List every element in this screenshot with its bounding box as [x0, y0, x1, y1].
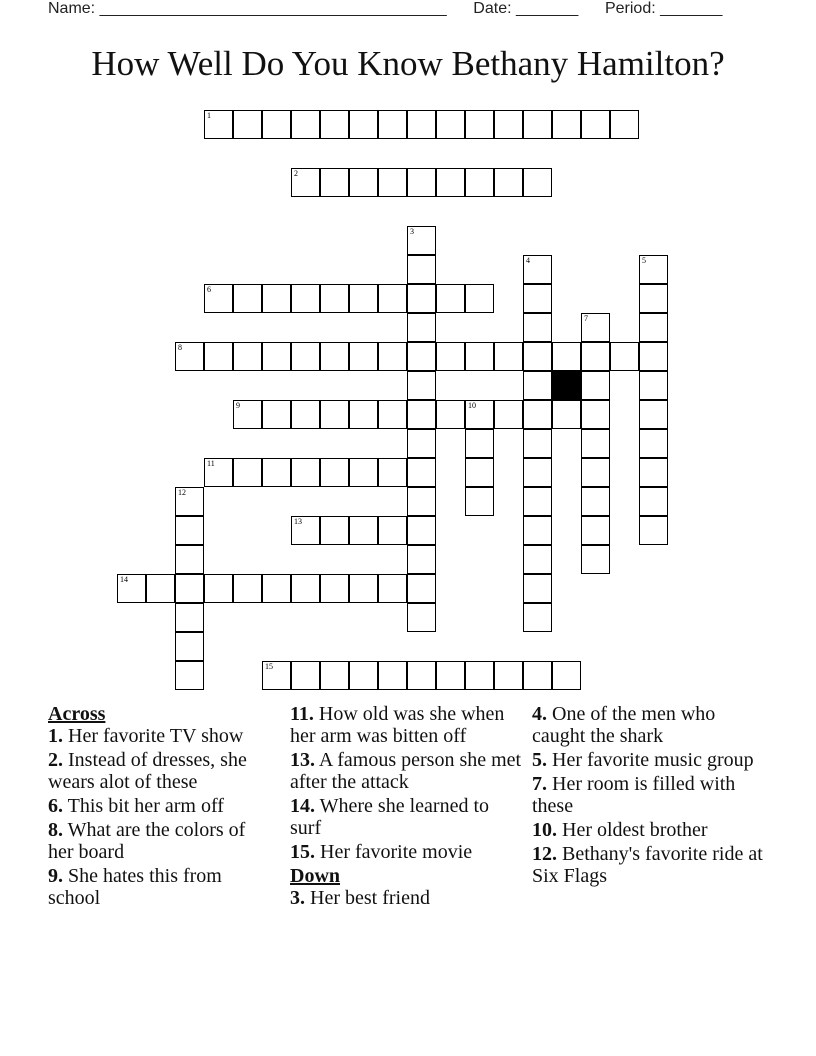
crossword-cell[interactable]	[465, 661, 494, 690]
crossword-cell[interactable]	[262, 458, 291, 487]
crossword-cell[interactable]	[610, 342, 639, 371]
crossword-cell[interactable]	[494, 110, 523, 139]
crossword-cell[interactable]	[407, 545, 436, 574]
crossword-cell[interactable]	[639, 400, 668, 429]
crossword-cell[interactable]	[204, 284, 233, 313]
crossword-cell[interactable]	[523, 603, 552, 632]
crossword-cell[interactable]	[523, 284, 552, 313]
crossword-cell[interactable]	[639, 284, 668, 313]
clue-number: 12	[178, 488, 186, 497]
crossword-cell[interactable]	[552, 400, 581, 429]
crossword-cell[interactable]	[291, 110, 320, 139]
crossword-cell[interactable]	[146, 574, 175, 603]
crossword-cell[interactable]	[378, 168, 407, 197]
crossword-cell[interactable]	[581, 342, 610, 371]
clue-number: 8	[178, 343, 182, 352]
clue-across-2: 2. Instead of dresses, she wears alot of these	[48, 749, 247, 793]
crossword-cell[interactable]	[320, 400, 349, 429]
crossword-cell[interactable]	[436, 661, 465, 690]
crossword-cell[interactable]	[262, 110, 291, 139]
crossword-cell[interactable]	[204, 458, 233, 487]
crossword-cell[interactable]	[465, 284, 494, 313]
page-title: How Well Do You Know Bethany Hamilton?	[91, 44, 725, 83]
crossword-cell[interactable]	[581, 110, 610, 139]
crossword-cell[interactable]	[291, 342, 320, 371]
crossword-cell[interactable]	[407, 110, 436, 139]
crossword-cell[interactable]	[378, 574, 407, 603]
crossword-cell[interactable]	[523, 342, 552, 371]
crossword-cell[interactable]	[523, 168, 552, 197]
crossword-cell[interactable]	[175, 632, 204, 661]
crossword-cell[interactable]	[523, 110, 552, 139]
crossword-cell[interactable]	[407, 342, 436, 371]
crossword-cell[interactable]	[494, 168, 523, 197]
crossword-cell[interactable]	[436, 110, 465, 139]
clue-number: 9	[236, 401, 240, 410]
crossword-cell[interactable]	[378, 516, 407, 545]
crossword-cell[interactable]	[291, 284, 320, 313]
clue-number: 4	[526, 256, 530, 265]
clue-number: 3	[410, 227, 414, 236]
crossword-cell[interactable]	[204, 342, 233, 371]
crossword-cell[interactable]	[378, 661, 407, 690]
crossword-cell[interactable]	[407, 458, 436, 487]
crossword-cell[interactable]	[494, 661, 523, 690]
crossword-cell[interactable]	[320, 168, 349, 197]
clue-down-10: 10. Her oldest brother	[532, 819, 708, 841]
crossword-cell[interactable]	[175, 487, 204, 516]
crossword-cell[interactable]	[523, 371, 552, 400]
clue-across-8: 8. What are the colors of her board	[48, 819, 246, 863]
crossword-cell[interactable]	[320, 110, 349, 139]
crossword-cell[interactable]	[320, 284, 349, 313]
crossword-cell[interactable]	[552, 342, 581, 371]
clue-across-14: 14. Where she learned to surf	[290, 795, 489, 839]
crossword-cell[interactable]	[581, 458, 610, 487]
crossword-cell[interactable]	[262, 574, 291, 603]
date-blank[interactable]: _______	[516, 0, 579, 17]
crossword-cell[interactable]	[117, 574, 146, 603]
crossword-cell[interactable]	[349, 168, 378, 197]
date-label: Date:	[473, 0, 512, 17]
clue-across-11: 11. How old was she when her arm was bitten off	[290, 703, 505, 747]
crossword-cell[interactable]	[610, 110, 639, 139]
crossword-cell[interactable]	[175, 545, 204, 574]
crossword-cell[interactable]	[639, 429, 668, 458]
crossword-cell[interactable]	[175, 342, 204, 371]
clue-across-15: 15. Her favorite movie	[290, 841, 473, 863]
clue-number: 6	[207, 285, 211, 294]
crossword-cell[interactable]	[523, 574, 552, 603]
crossword-cell[interactable]	[262, 661, 291, 690]
crossword-cell[interactable]	[407, 574, 436, 603]
crossword-cell[interactable]	[407, 661, 436, 690]
crossword-cell[interactable]	[581, 429, 610, 458]
crossword-cell[interactable]	[552, 661, 581, 690]
crossword-cell[interactable]	[204, 574, 233, 603]
crossword-cell[interactable]	[175, 574, 204, 603]
crossword-cell[interactable]	[639, 342, 668, 371]
crossword-cell[interactable]	[523, 458, 552, 487]
crossword-cell[interactable]	[436, 342, 465, 371]
clue-column-2	[290, 703, 525, 911]
clue-number: 10	[468, 401, 476, 410]
clue-down-5: 5. Her favorite music group	[532, 749, 754, 771]
crossword-cell[interactable]	[639, 255, 668, 284]
clue-across-9: 9. She hates this from school	[48, 865, 222, 909]
crossword-cell[interactable]	[262, 284, 291, 313]
crossword-cell[interactable]	[233, 574, 262, 603]
crossword-cell[interactable]	[378, 342, 407, 371]
crossword-cell[interactable]	[378, 400, 407, 429]
down-heading: Down	[290, 865, 341, 887]
crossword-cell[interactable]	[523, 516, 552, 545]
name-blank[interactable]: _______________________________________	[99, 0, 447, 17]
crossword-cell[interactable]	[639, 487, 668, 516]
crossword-cell[interactable]	[233, 284, 262, 313]
black-square	[552, 371, 581, 400]
clue-number: 13	[294, 517, 302, 526]
crossword-cell[interactable]	[639, 516, 668, 545]
crossword-cell[interactable]	[436, 168, 465, 197]
crossword-cell[interactable]	[262, 342, 291, 371]
across-heading: Across	[48, 703, 106, 725]
crossword-cell[interactable]	[465, 342, 494, 371]
crossword-cell[interactable]	[407, 226, 436, 255]
crossword-cell[interactable]	[465, 400, 494, 429]
crossword-cell[interactable]	[552, 110, 581, 139]
crossword-cell[interactable]	[465, 168, 494, 197]
clue-number: 2	[294, 169, 298, 178]
crossword-cell[interactable]	[639, 458, 668, 487]
crossword-cell[interactable]	[407, 371, 436, 400]
crossword-cell[interactable]	[523, 429, 552, 458]
crossword-cell[interactable]	[465, 429, 494, 458]
clue-down-7: 7. Her room is filled with these	[532, 773, 736, 817]
crossword-cell[interactable]	[465, 487, 494, 516]
crossword-cell[interactable]	[436, 400, 465, 429]
crossword-cell[interactable]	[523, 313, 552, 342]
clue-column-3	[532, 703, 772, 889]
crossword-cell[interactable]	[320, 516, 349, 545]
crossword-cell[interactable]	[378, 110, 407, 139]
crossword-cell[interactable]	[320, 458, 349, 487]
crossword-cell[interactable]	[320, 661, 349, 690]
crossword-cell[interactable]	[175, 603, 204, 632]
period-blank[interactable]: _______	[660, 0, 723, 17]
crossword-cell[interactable]	[349, 110, 378, 139]
crossword-cell[interactable]	[523, 487, 552, 516]
crossword-cell[interactable]	[320, 342, 349, 371]
crossword-cell[interactable]	[523, 255, 552, 284]
crossword-cell[interactable]	[233, 342, 262, 371]
crossword-cell[interactable]	[349, 342, 378, 371]
crossword-cell[interactable]	[233, 110, 262, 139]
period-label: Period:	[604, 0, 656, 17]
clue-across-6: 6. This bit her arm off	[48, 795, 224, 817]
crossword-cell[interactable]	[291, 400, 320, 429]
crossword-cell[interactable]	[581, 371, 610, 400]
crossword-cell[interactable]	[349, 574, 378, 603]
crossword-cell[interactable]	[233, 400, 262, 429]
name-label: Name:	[48, 0, 96, 17]
crossword-cell[interactable]	[465, 458, 494, 487]
crossword-cell[interactable]	[436, 284, 465, 313]
crossword-cell[interactable]	[407, 313, 436, 342]
crossword-cell[interactable]	[349, 400, 378, 429]
crossword-cell[interactable]	[581, 516, 610, 545]
clue-number: 15	[265, 662, 273, 671]
crossword-cell[interactable]	[349, 458, 378, 487]
crossword-cell[interactable]	[581, 545, 610, 574]
clue-column-1	[48, 703, 268, 911]
crossword-cell[interactable]	[291, 516, 320, 545]
crossword-cell[interactable]	[407, 284, 436, 313]
crossword-cell[interactable]	[349, 661, 378, 690]
crossword-cell[interactable]	[407, 603, 436, 632]
crossword-cell[interactable]	[291, 661, 320, 690]
clue-down-12: 12. Bethany's favorite ride at Six Flags	[532, 843, 763, 887]
crossword-cell[interactable]	[320, 574, 349, 603]
crossword-cell[interactable]	[639, 371, 668, 400]
crossword-cell[interactable]	[175, 661, 204, 690]
crossword-cell[interactable]	[639, 313, 668, 342]
clue-down-3: 3. Her best friend	[290, 887, 430, 909]
clue-number: 1	[207, 111, 211, 120]
crossword-cell[interactable]	[407, 168, 436, 197]
crossword-cell[interactable]	[262, 400, 291, 429]
crossword-cell[interactable]	[349, 516, 378, 545]
crossword-cell[interactable]	[291, 458, 320, 487]
crossword-cell[interactable]	[378, 284, 407, 313]
crossword-cell[interactable]	[494, 342, 523, 371]
crossword-cell[interactable]	[581, 313, 610, 342]
clue-number: 5	[642, 256, 646, 265]
clue-across-1: 1. Her favorite TV show	[48, 725, 244, 747]
crossword-cell[interactable]	[407, 487, 436, 516]
crossword-cell[interactable]	[523, 661, 552, 690]
clue-number: 11	[207, 459, 215, 468]
crossword-cell[interactable]	[175, 516, 204, 545]
crossword-cell[interactable]	[407, 429, 436, 458]
clue-across-13: 13. A famous person she met after the attack	[290, 749, 522, 793]
crossword-cell[interactable]	[581, 487, 610, 516]
crossword-cell[interactable]	[349, 284, 378, 313]
crossword-cell[interactable]	[378, 458, 407, 487]
crossword-cell[interactable]	[581, 400, 610, 429]
crossword-cell[interactable]	[407, 400, 436, 429]
crossword-cell[interactable]	[407, 516, 436, 545]
crossword-cell[interactable]	[204, 110, 233, 139]
clue-down-4: 4. One of the men who caught the shark	[532, 703, 716, 747]
crossword-cell[interactable]	[494, 400, 523, 429]
clue-number: 7	[584, 314, 588, 323]
crossword-cell[interactable]	[465, 110, 494, 139]
clue-number: 14	[120, 575, 128, 584]
crossword-cell[interactable]	[523, 400, 552, 429]
crossword-cell[interactable]	[291, 168, 320, 197]
crossword-cell[interactable]	[291, 574, 320, 603]
crossword-cell[interactable]	[523, 545, 552, 574]
crossword-cell[interactable]	[233, 458, 262, 487]
crossword-cell[interactable]	[407, 255, 436, 284]
